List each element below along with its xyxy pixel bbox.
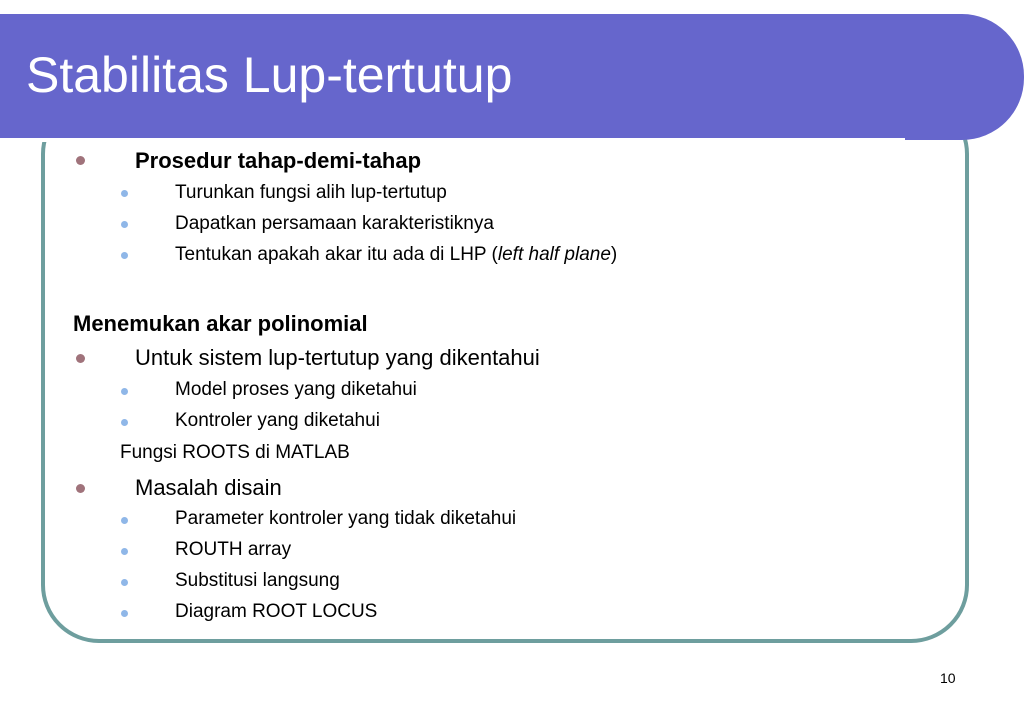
- bullet-icon: [121, 221, 128, 228]
- list-item: Model proses yang diketahui: [175, 379, 417, 400]
- bullet-icon: [121, 610, 128, 617]
- group-label-design: Masalah disain: [135, 475, 282, 500]
- bullet-icon: [76, 354, 85, 363]
- bullet-icon: [121, 419, 128, 426]
- list-item: Parameter kontroler yang tidak diketahui: [175, 508, 517, 529]
- list-item: Substitusi langsung: [175, 570, 340, 591]
- slide-title: Stabilitas Lup-tertutup: [26, 47, 513, 103]
- bullet-icon: [121, 190, 128, 197]
- list-item: Diagram ROOT LOCUS: [175, 601, 378, 622]
- list-item-lhp: [175, 244, 617, 266]
- section-heading-roots: Menemukan akar polinomial: [73, 311, 368, 336]
- list-item: ROUTH array: [175, 539, 292, 560]
- list-item: Dapatkan persamaan karakteristiknya: [175, 213, 494, 234]
- section-heading-procedure: Prosedur tahap-demi-tahap: [135, 148, 422, 173]
- bullet-icon: [76, 484, 85, 493]
- lhp-italic: left half plane: [497, 244, 611, 265]
- bullet-icon: [121, 388, 128, 395]
- group-label-known: Untuk sistem lup-tertutup yang dikentahui: [135, 345, 540, 370]
- page-number: 10: [940, 670, 956, 686]
- bullet-icon: [121, 579, 128, 586]
- bullet-icon: [121, 252, 128, 259]
- bullet-icon: [121, 548, 128, 555]
- note-matlab: Fungsi ROOTS di MATLAB: [120, 442, 350, 463]
- bullet-icon: [76, 156, 85, 165]
- lhp-suffix: ): [610, 244, 618, 265]
- bullet-icon: [121, 517, 128, 524]
- list-item: Kontroler yang diketahui: [175, 410, 380, 431]
- lhp-prefix: Tentukan apakah akar itu ada di LHP (: [175, 244, 498, 265]
- list-item: Turunkan fungsi alih lup-tertutup: [175, 182, 447, 203]
